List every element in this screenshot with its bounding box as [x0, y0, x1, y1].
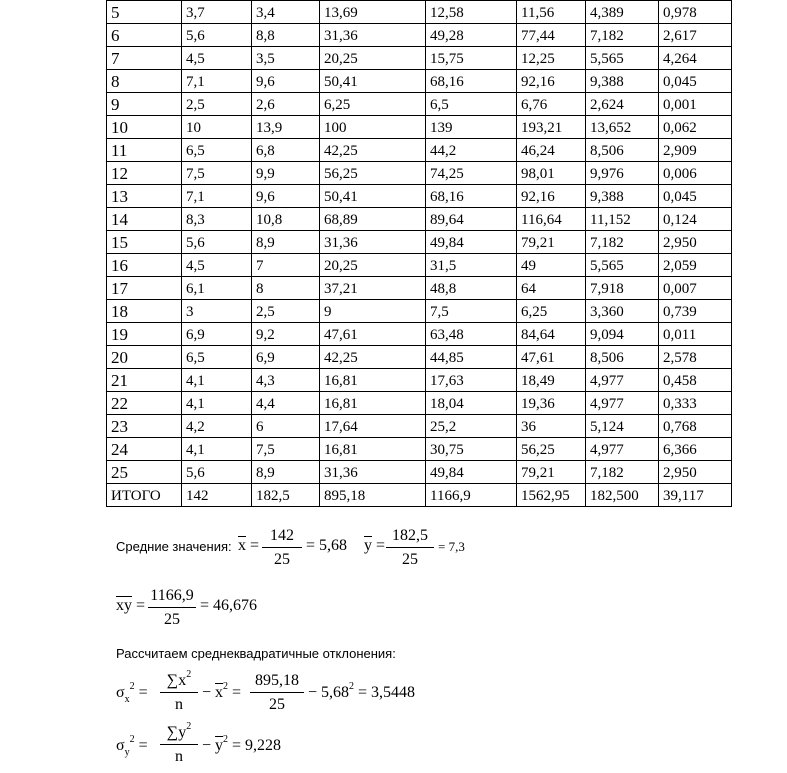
table-cell: 5,124 [586, 415, 659, 438]
table-row [107, 369, 732, 392]
table-cell: 4,5 [182, 254, 252, 277]
table-cell: 0,333 [659, 392, 732, 415]
sigma-y-lhs: $\sigma_y^2$ = [116, 734, 148, 758]
table-cell: 9,388 [586, 70, 659, 93]
table-cell: 116,64 [517, 208, 586, 231]
table-row [107, 254, 732, 277]
table-cell: 8,9 [252, 231, 320, 254]
sigma-x-value: = 3,5448 [358, 684, 416, 701]
table-cell: 3,360 [586, 300, 659, 323]
sigma-x-value-fraction [250, 672, 304, 714]
table-cell: 16,81 [320, 438, 426, 461]
table-row [107, 185, 732, 208]
table-cell: 92,16 [517, 185, 586, 208]
sigma-y-superscript: 2 [129, 734, 135, 745]
table-cell: 49,28 [426, 24, 517, 47]
table-cell: 13,652 [586, 116, 659, 139]
mean-x-fraction [262, 527, 302, 569]
table-cell: 0,768 [659, 415, 732, 438]
table-cell: 9,388 [586, 185, 659, 208]
mean-y-denominator: 25 [402, 551, 418, 568]
table-cell: 1166,9 [426, 484, 517, 507]
table-cell: 9,976 [586, 162, 659, 185]
table-cell: 12,25 [517, 47, 586, 70]
table-cell: 139 [426, 116, 517, 139]
table-cell: 63,48 [426, 323, 517, 346]
table-cell: 31,5 [426, 254, 517, 277]
table-row-index: 24 [107, 438, 182, 461]
table-cell: 7,1 [182, 70, 252, 93]
sigma-y-subscript: y [124, 747, 130, 758]
table-cell: 56,25 [517, 438, 586, 461]
sigma-x-subscript: x [124, 694, 130, 705]
x-bar: $\overline{x}$ [238, 537, 246, 554]
table-cell: 6,5 [182, 346, 252, 369]
table-cell: 9 [320, 300, 426, 323]
table-cell: 0,045 [659, 70, 732, 93]
sigma-x-sum-sup: 2 [186, 669, 192, 680]
table-row-index: 8 [107, 70, 182, 93]
table-cell: 7,1 [182, 185, 252, 208]
mean-x-formula: $\overline{x}$ = [238, 537, 260, 554]
mean-x-numerator: 142 [262, 527, 302, 548]
table-cell: 2,578 [659, 346, 732, 369]
table-cell: 0,011 [659, 323, 732, 346]
table-cell: 13,69 [320, 1, 426, 24]
table-row-index: 22 [107, 392, 182, 415]
table-row-index: 17 [107, 277, 182, 300]
table-cell: 64 [517, 277, 586, 300]
table-cell: 6,25 [320, 93, 426, 116]
table-cell: 6,5 [182, 139, 252, 162]
table-cell: 3,4 [252, 1, 320, 24]
table-row-index: ИТОГО [107, 484, 182, 507]
table-cell: 142 [182, 484, 252, 507]
table-cell: 31,36 [320, 231, 426, 254]
sigma-x-result [308, 681, 416, 702]
table-cell: 44,2 [426, 139, 517, 162]
table-cell: 0,978 [659, 1, 732, 24]
table-cell: 2,909 [659, 139, 732, 162]
table-cell: 11,56 [517, 1, 586, 24]
table-cell: 19,36 [517, 392, 586, 415]
table-cell: 4,5 [182, 47, 252, 70]
table-cell: 42,25 [320, 346, 426, 369]
table-cell: 4,264 [659, 47, 732, 70]
table-cell: 7,5 [426, 300, 517, 323]
table-cell: 8,3 [182, 208, 252, 231]
table-cell: 5,565 [586, 47, 659, 70]
table-cell: 4,1 [182, 438, 252, 461]
table-row [107, 1, 732, 24]
table-cell: 10,8 [252, 208, 320, 231]
table-cell: 0,124 [659, 208, 732, 231]
table-cell: 2,5 [252, 300, 320, 323]
sigma-y-value: = 9,228 [232, 737, 282, 754]
table-cell: 92,16 [517, 70, 586, 93]
data-table [106, 0, 732, 507]
table-cell: 2,950 [659, 231, 732, 254]
table-cell: 74,25 [426, 162, 517, 185]
mean-y-result: = 7,3 [438, 539, 465, 554]
table-row [107, 93, 732, 116]
table-row-index: 15 [107, 231, 182, 254]
table-cell: 11,152 [586, 208, 659, 231]
table-cell: 50,41 [320, 70, 426, 93]
table-row [107, 231, 732, 254]
sigma-x-tail: − 5,68 [308, 684, 350, 701]
table-body [107, 1, 732, 507]
table-cell: 3 [182, 300, 252, 323]
table-cell: 37,21 [320, 277, 426, 300]
table-cell: 79,21 [517, 461, 586, 484]
mean-x-result: = 5,68 [306, 537, 348, 554]
table-row-index: 19 [107, 323, 182, 346]
table-cell: 30,75 [426, 438, 517, 461]
table-cell: 8,506 [586, 139, 659, 162]
table-row-index: 6 [107, 24, 182, 47]
table-cell: 42,25 [320, 139, 426, 162]
table-cell: 47,61 [320, 323, 426, 346]
sigma-y-bar: $\overline{y}$ [215, 737, 224, 754]
table-cell: 49,84 [426, 461, 517, 484]
table-cell: 193,21 [517, 116, 586, 139]
table-cell: 68,89 [320, 208, 426, 231]
table-cell: 89,64 [426, 208, 517, 231]
table-row [107, 47, 732, 70]
table-cell: 4,389 [586, 1, 659, 24]
table-cell: 56,25 [320, 162, 426, 185]
table-cell: 7,918 [586, 277, 659, 300]
mean-xy-denominator: 25 [164, 611, 180, 628]
table-cell: 4,977 [586, 392, 659, 415]
table-row [107, 300, 732, 323]
sigma-y-sum: ∑y [166, 724, 187, 741]
means-label: Средние значения: [116, 539, 232, 554]
table-row-index: 11 [107, 139, 182, 162]
table-cell: 4,1 [182, 392, 252, 415]
sigma-x-minus-mean: − $\overline{x}^2$ = [202, 681, 242, 701]
table-cell: 98,01 [517, 162, 586, 185]
table-cell: 39,117 [659, 484, 732, 507]
sigma-x-frac-den: 25 [269, 696, 285, 713]
deviation-label: Рассчитаем среднеквадратичные отклонения: [116, 646, 396, 661]
mean-xy-numerator: 1166,9 [148, 587, 196, 608]
table-cell: 15,75 [426, 47, 517, 70]
table-row-index: 23 [107, 415, 182, 438]
xy-bar: $\overline{xy}$ [116, 597, 132, 614]
table-cell: 5,565 [586, 254, 659, 277]
table-cell: 2,5 [182, 93, 252, 116]
table-cell: 31,36 [320, 24, 426, 47]
table-row [107, 346, 732, 369]
table-cell: 895,18 [320, 484, 426, 507]
table-cell: 4,3 [252, 369, 320, 392]
table-row [107, 392, 732, 415]
table-cell: 6,9 [182, 323, 252, 346]
table-cell: 4,2 [182, 415, 252, 438]
table-cell: 6,9 [252, 346, 320, 369]
table-cell: 18,04 [426, 392, 517, 415]
table-cell: 6,5 [426, 93, 517, 116]
y-bar: $\overline{y}$ [364, 537, 372, 554]
table-row-index: 25 [107, 461, 182, 484]
sigma-symbol: σ [116, 684, 125, 701]
table-cell: 6,25 [517, 300, 586, 323]
table-cell: 31,36 [320, 461, 426, 484]
table-row-index: 14 [107, 208, 182, 231]
table-cell: 4,977 [586, 438, 659, 461]
table-cell: 12,58 [426, 1, 517, 24]
table-cell: 50,41 [320, 185, 426, 208]
table-cell: 17,63 [426, 369, 517, 392]
sigma-symbol: σ [116, 737, 125, 754]
mean-x-denominator: 25 [274, 551, 290, 568]
sigma-y-minus-mean: − $\overline{y}^2 = 9,228$ [202, 734, 282, 754]
sigma-x-n: n [175, 696, 183, 713]
table-row [107, 415, 732, 438]
table-cell: 9,6 [252, 70, 320, 93]
table-cell: 18,49 [517, 369, 586, 392]
table-row-index: 7 [107, 47, 182, 70]
sigma-x-superscript: 2 [129, 681, 135, 692]
table-row [107, 461, 732, 484]
table-row-index: 12 [107, 162, 182, 185]
table-cell: 68,16 [426, 185, 517, 208]
table-row-index: 5 [107, 1, 182, 24]
table-cell: 6 [252, 415, 320, 438]
sigma-y-n: n [175, 748, 183, 765]
table-cell: 7,182 [586, 24, 659, 47]
table-cell: 47,61 [517, 346, 586, 369]
table-cell: 7 [252, 254, 320, 277]
table-cell: 20,25 [320, 47, 426, 70]
sigma-x-sum-fraction [160, 669, 198, 714]
mean-xy-result: = 46,676 [200, 597, 258, 614]
table-cell: 9,6 [252, 185, 320, 208]
table-cell: 7,5 [182, 162, 252, 185]
table-cell: 0,739 [659, 300, 732, 323]
mean-y-numerator: 182,5 [386, 527, 434, 548]
table-cell: 2,6 [252, 93, 320, 116]
table-cell: 13,9 [252, 116, 320, 139]
table-row [107, 208, 732, 231]
table-cell: 0,001 [659, 93, 732, 116]
table-cell: 2,059 [659, 254, 732, 277]
table-cell: 5,6 [182, 231, 252, 254]
table-row-index: 18 [107, 300, 182, 323]
table-cell: 0,045 [659, 185, 732, 208]
table-row-index: 20 [107, 346, 182, 369]
table-cell: 7,182 [586, 461, 659, 484]
table-row [107, 139, 732, 162]
table-cell: 68,16 [426, 70, 517, 93]
table-cell: 0,006 [659, 162, 732, 185]
table-cell: 6,1 [182, 277, 252, 300]
table-cell: 77,44 [517, 24, 586, 47]
table-cell: 4,1 [182, 369, 252, 392]
table-cell: 2,950 [659, 461, 732, 484]
table-cell: 6,76 [517, 93, 586, 116]
sigma-x-tail-sup: 2 [349, 681, 355, 692]
table-row-index: 21 [107, 369, 182, 392]
mean-y-formula: $\overline{y}$ = [364, 537, 386, 554]
table-cell: 182,500 [586, 484, 659, 507]
table-cell: 46,24 [517, 139, 586, 162]
mean-xy-formula: $\overline{xy}$ = [116, 597, 146, 614]
table-cell: 182,5 [252, 484, 320, 507]
table-cell: 9,2 [252, 323, 320, 346]
table-total-row [107, 484, 732, 507]
table-row [107, 438, 732, 461]
table-cell: 25,2 [426, 415, 517, 438]
table-cell: 5,6 [182, 24, 252, 47]
table-cell: 7,182 [586, 231, 659, 254]
table-row [107, 116, 732, 139]
table-cell: 17,64 [320, 415, 426, 438]
table-row [107, 162, 732, 185]
table-cell: 9,094 [586, 323, 659, 346]
table-cell: 3,7 [182, 1, 252, 24]
table-cell: 0,458 [659, 369, 732, 392]
sigma-x-bar: $\overline{x}$ [215, 684, 224, 701]
table-row [107, 277, 732, 300]
table-cell: 8,506 [586, 346, 659, 369]
table-row-index: 13 [107, 185, 182, 208]
table-cell: 2,624 [586, 93, 659, 116]
table-cell: 5,6 [182, 461, 252, 484]
table-cell: 16,81 [320, 369, 426, 392]
table-row-index: 9 [107, 93, 182, 116]
table-cell: 0,062 [659, 116, 732, 139]
table-cell: 0,007 [659, 277, 732, 300]
table-cell: 6,8 [252, 139, 320, 162]
table-cell: 84,64 [517, 323, 586, 346]
table-cell: 16,81 [320, 392, 426, 415]
sigma-x-lhs: $\sigma_x^2$ = [116, 681, 148, 705]
table-cell: 7,5 [252, 438, 320, 461]
table-row-index: 10 [107, 116, 182, 139]
table-cell: 48,8 [426, 277, 517, 300]
table-cell: 10 [182, 116, 252, 139]
sigma-x-sum: ∑x [166, 672, 187, 689]
sigma-y-sum-fraction [160, 721, 198, 766]
table-row [107, 323, 732, 346]
table-cell: 2,617 [659, 24, 732, 47]
table-cell: 6,366 [659, 438, 732, 461]
table-row [107, 24, 732, 47]
table-cell: 4,977 [586, 369, 659, 392]
mean-y-fraction [386, 527, 434, 569]
table-cell: 36 [517, 415, 586, 438]
table-cell: 44,85 [426, 346, 517, 369]
table-row-index: 16 [107, 254, 182, 277]
mean-xy-fraction [148, 587, 196, 629]
table-cell: 20,25 [320, 254, 426, 277]
table-cell: 100 [320, 116, 426, 139]
table-cell: 49,84 [426, 231, 517, 254]
table-cell: 4,4 [252, 392, 320, 415]
table-cell: 8,8 [252, 24, 320, 47]
table-row [107, 70, 732, 93]
table-cell: 9,9 [252, 162, 320, 185]
table-cell: 8 [252, 277, 320, 300]
sigma-x-frac-num: 895,18 [250, 672, 304, 693]
table-cell: 79,21 [517, 231, 586, 254]
table-cell: 49 [517, 254, 586, 277]
sigma-y-sum-sup: 2 [186, 721, 192, 732]
table-cell: 3,5 [252, 47, 320, 70]
table-cell: 8,9 [252, 461, 320, 484]
table-cell: 1562,95 [517, 484, 586, 507]
